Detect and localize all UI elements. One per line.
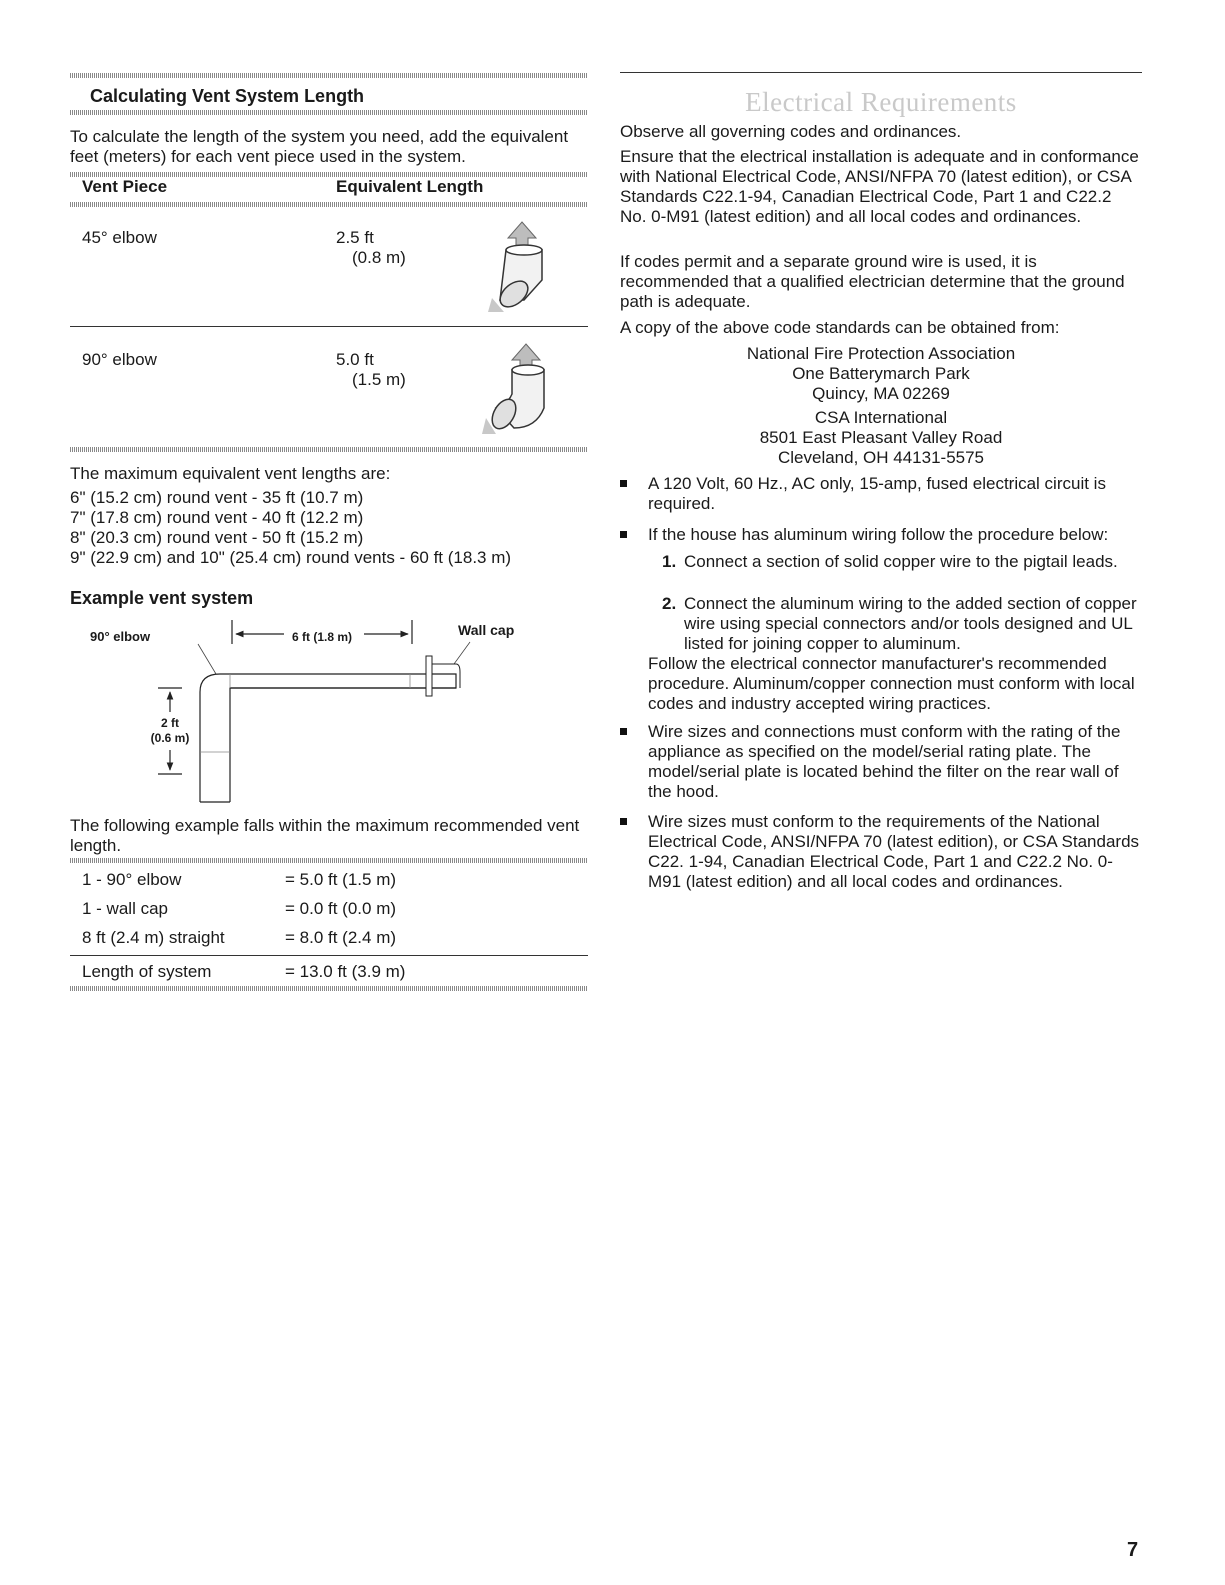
- address-line: Cleveland, OH 44131-5575: [777, 448, 985, 467]
- electrical-observe-text: Observe all governing codes and ordinances.: [620, 122, 962, 141]
- address-line: One Batterymarch Park: [792, 364, 970, 383]
- vent-piece-length: 2.5 ft: [336, 228, 374, 247]
- vent-piece-name: 90° elbow: [82, 350, 157, 369]
- electrical-ensure-text: Ensure that the electrical installation is adequate and in conformance with National Electrical Code, ANSI/NFPA 70 (latest edition), or CSA Standards C22.1-94, Canadian Electrical Code, Part 1 and C22.2 No. 0-M91 (latest edition) and all local codes and ordinances.: [620, 147, 1139, 226]
- vent-piece-metric: (1.5 m): [352, 370, 406, 389]
- diagram-vertical-length-metric: (0.6 m): [150, 731, 190, 745]
- electrical-copy-text: A copy of the above code standards can be obtained from:: [620, 318, 1060, 337]
- bullet-square-icon: [620, 480, 627, 487]
- bullet-text: If the house has aluminum wiring follow the procedure below:: [648, 525, 1109, 544]
- max-length-line: 6" (15.2 cm) round vent - 35 ft (10.7 m): [70, 488, 364, 507]
- section-title-rule: [70, 110, 588, 115]
- summary-label: 1 - wall cap: [82, 899, 168, 918]
- summary-total-label: Length of system: [82, 962, 212, 981]
- diagram-elbow-label: 90° elbow: [90, 629, 151, 644]
- diagram-horizontal-length-label: 6 ft (1.8 m): [292, 630, 353, 644]
- example-vent-title: Example vent system: [70, 588, 254, 608]
- bullet-square-icon: [620, 728, 627, 735]
- section-top-rule: [70, 73, 588, 78]
- summary-row: [70, 928, 588, 948]
- address-csa: [620, 408, 1142, 468]
- diagram-wall-cap-label: Wall cap: [458, 622, 515, 638]
- bullet-square-icon: [620, 818, 627, 825]
- bullet-text: Wire sizes must conform to the requirements of the National Electrical Code, ANSI/NFPA 70 (latest edition), or CSA Standards C22. 1-94, Canadian Electrical Code, Part 1 and C22.2 No. 0-M91 (latest edition) and all local codes and ordinances.: [648, 812, 1140, 891]
- vent-intro-text: To calculate the length of the system you need, add the equivalent feet (meters) for each vent piece used in the system.: [70, 127, 569, 166]
- address-line: 8501 East Pleasant Valley Road: [759, 428, 1003, 447]
- summary-value: = 8.0 ft (2.4 m): [285, 928, 397, 947]
- summary-label: 1 - 90° elbow: [82, 870, 182, 889]
- vent-piece-metric: (0.8 m): [352, 248, 406, 267]
- 90-degree-elbow-illustration: [478, 338, 558, 438]
- max-lengths-intro: The maximum equivalent vent lengths are:: [70, 464, 391, 483]
- summary-value: = 0.0 ft (0.0 m): [285, 899, 397, 918]
- address-line: National Fire Protection Association: [746, 344, 1016, 363]
- 45-degree-elbow-illustration: [478, 216, 558, 316]
- example-description: The following example falls within the maximum recommended vent length.: [70, 816, 580, 855]
- electrical-requirements-title: Electrical Requirements: [745, 87, 1017, 117]
- summary-row: [70, 899, 588, 919]
- diagram-vertical-length-label: 2 ft: [161, 716, 179, 730]
- summary-total-value: = 13.0 ft (3.9 m): [285, 962, 406, 981]
- vent-piece-name: 45° elbow: [82, 228, 157, 247]
- page-number: 7: [1127, 1539, 1139, 1561]
- step-number: 1.: [662, 552, 677, 571]
- table-row-divider: [70, 326, 588, 327]
- max-length-line: 7" (17.8 cm) round vent - 40 ft (12.2 m): [70, 508, 364, 527]
- step-text: Connect the aluminum wiring to the added section of copper wire using special connectors and/or tools designed and UL listed for joining copper to aluminum.: [684, 594, 1137, 653]
- summary-bottom-rule: [70, 986, 588, 991]
- bullet-square-icon: [620, 531, 627, 538]
- table-header-vent-piece: Vent Piece: [82, 177, 168, 196]
- summary-total-row: [70, 962, 588, 982]
- table-header-bottom-rule: [70, 202, 588, 207]
- address-line: Quincy, MA 02269: [812, 384, 950, 403]
- step-text: Connect a section of solid copper wire to the pigtail leads.: [684, 552, 1118, 571]
- step-number: 2.: [662, 594, 677, 613]
- summary-total-rule: [70, 955, 588, 956]
- follow-procedure-text: Follow the electrical connector manufacturer's recommended procedure. Aluminum/copper connection must conform with local codes and industry accepted wiring practices.: [648, 654, 1135, 713]
- summary-top-rule: [70, 858, 588, 863]
- summary-row: [70, 870, 588, 890]
- address-nfpa: [620, 344, 1142, 404]
- section-title-vent-length: Calculating Vent System Length: [90, 86, 365, 106]
- bullet-text: Wire sizes and connections must conform with the rating of the appliance as specified on the model/serial rating plate. The model/serial plate is located behind the filter on the rear wall of the hood.: [648, 722, 1121, 801]
- max-length-line: 9" (22.9 cm) and 10" (25.4 cm) round vents - 60 ft (18.3 m): [70, 548, 512, 567]
- electrical-ground-text: If codes permit and a separate ground wire is used, it is recommended that a qualified electrician determine that the ground path is adequate.: [620, 252, 1125, 311]
- table-header-equivalent-length: Equivalent Length: [336, 177, 484, 196]
- table-bottom-rule: [70, 447, 588, 452]
- vent-piece-length: 5.0 ft: [336, 350, 374, 369]
- summary-value: = 5.0 ft (1.5 m): [285, 870, 397, 889]
- bullet-text: A 120 Volt, 60 Hz., AC only, 15-amp, fused electrical circuit is required.: [648, 474, 1106, 513]
- max-length-line: 8" (20.3 cm) round vent - 50 ft (15.2 m): [70, 528, 364, 547]
- electrical-top-rule: [620, 72, 1142, 73]
- summary-label: 8 ft (2.4 m) straight: [82, 928, 225, 947]
- address-line: CSA International: [814, 408, 948, 427]
